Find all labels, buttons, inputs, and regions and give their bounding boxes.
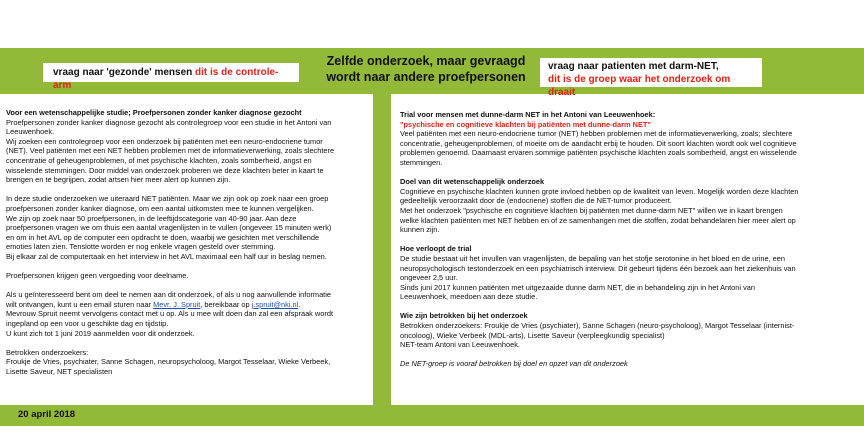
right-heading-procedure: Hoe verloopt de trial [400, 244, 472, 254]
right-title: Trial voor mensen met dunne-darm NET in het Antoni van Leeuwenhoek: [400, 110, 656, 119]
control-arm-label [43, 63, 299, 91]
right-heading-involved: Wie zijn betrokken bij het onderzoek [400, 311, 528, 321]
patient-group-line2: dit is de groep waar het onderzoek om draait [548, 74, 731, 98]
center-title-line1: Zelfde onderzoek, maar gevraagd [326, 54, 526, 68]
contact-text-a: Als u geïnteresseerd bent om deel te nemen aan dit onderzoek, of als u nog aanvullende informatie wilt ontvangen, kunt u een email sturen naar [6, 290, 331, 309]
control-arm-highlight: dit is de controle-arm [53, 67, 279, 91]
right-paragraph-3: De studie bestaat uit het invullen van vragenlijsten, de bepaling van het stofje serotonine in het bloed en de urine, een neuropsychologisch testonderzoek en een psychiatrisch interview. Dit gebeurt tijdens één bezoek aan het ziekenhuis van ongeveer 2,5 uur. Sinds juni 2017 kunnen patiënten met uitgezaaide dunne darm NET, die in behandeling zijn in het Antoni van Leeuwenhoek, meedoen aan deze studie. [400, 253, 796, 302]
right-note: De NET-groep is vooraf betrokken bij doel en opzet van dit onderzoek [400, 359, 628, 369]
control-arm-prefix: vraag naar 'gezonde' mensen [53, 67, 196, 78]
left-heading: Voor een wetenschappelijke studie; Proefpersonen zonder kanker diagnose gezocht [6, 108, 302, 117]
contact-text-c: . Mevrouw Spruit neemt vervolgens contact met u op. Als u mee wilt doen dan zal een afspraak wordt ingepland op een voor u geschikte dag en tijdstip. U kunt zich tot 1 juni 2019 aanmelden voor dit onderzoek. [6, 299, 333, 338]
left-column [6, 108, 368, 386]
right-column [400, 110, 845, 379]
patient-group-line1: vraag naar patienten met darm-NET, [548, 61, 719, 72]
right-paragraph-4: Betrokken onderzoekers: Froukje de Vries (psychiater), Sanne Schagen (neuro-psycholoog), Margot Tesselaar (internist- oncoloog), Wieke Verbeek (MDL-arts), Lisette Saveur (verpleegkundig specialist) NET-team Antoni van Leeuwenhoek. [400, 321, 795, 350]
left-paragraph-5: Betrokken onderzoekers: Froukje de Vries, psychiater, Sanne Schagen, neuropsycholoog, Margot Tesselaar, Wieke Verbeek, Lisette Saveur, NET specialisten [6, 347, 331, 377]
contact-name-link[interactable]: Mevr. J. Spruit [153, 299, 201, 309]
right-paragraph-1: Veel patiënten met een neuro-endocriene tumor (NET) hebben problemen met de informatieverwerking, zoals; slechtere concentratie, geheugenproblemen, of moeite om de aandacht erbij te houden. Dit soort klachten wordt ook wel cognitieve problemen genoemd. Daarnaast ervaren sommige patiënten psychische klachten zoals somberheid, angst en wisselende stemmingen. [400, 129, 797, 167]
center-divider [373, 94, 391, 412]
contact-text-b: , bereikbaar op [200, 299, 252, 309]
right-heading-goal: Doel van dit wetenschappelijk onderzoek [400, 177, 545, 187]
footer-band [0, 405, 864, 426]
left-paragraph-2: In deze studie onderzoeken we uiteraard NET patiënten. Maar we zijn ook op zoek naar een groep proefpersonen zonder kanker diagnose, om een aantal uitkomsten mee te kunnen vergelijken. We zijn op zoek naar 50 proefpersonen, in de leeftijdscategorie van 40-90 jaar. Aan deze proefpersonen vragen we om thuis een aantal vragenlijsten in te vullen (ongeveer 15 minuten werk) en om in het AVL op de computer een opdracht te doen, waarbij we gesichten met verschillende emoties laten zien. Tenslotte worden er nog enkele vragen gesteld over stemming. Bij elkaar zal de computertaak en het interview in het AVL maximaal een half uur in beslag nemen. [6, 194, 332, 261]
patient-group-label [540, 58, 762, 98]
right-paragraph-2: Cognitieve en psychische klachten kunnen grote invloed hebben op de kwaliteit van leven. Mogelijk worden deze klachten gedeeltelijk veroorzaakt door de (endocriene) stoffen die de NET-tumor produceert. Met het onderzoek "psychische en cognitieve klachten bij patiënten met dunne-darm NET" willen we in kaart brengen welke klachten patiënten met NET hebben en of ze samenhangen met die stoffen, zodat behandelaren hier meer alert op kunnen zijn. [400, 186, 799, 235]
left-paragraph-1: Proefpersonen zonder kanker diagnose gezocht als controlegroep voor een studie in het Antoni van Leeuwenhoek. Wij zoeken een controlegroep voor een onderzoek bij patiënten met een neuro-endocriene tumor (NET). Veel patiënten met een NET hebben problemen met de informatieverwerking, zoals slechtere concentratie of geheugenproblemen, of met psychische klachten, zoals somberheid, angst en wisselende stemmingen. Door middel van onderzoek proberen we deze klachten beter in kaart te brengen en te begrijpen, zodat artsen hier meer alert op kunnen zijn. [6, 117, 335, 185]
left-paragraph-3: Proefpersonen krijgen geen vergoeding voor deelname. [6, 271, 189, 281]
left-paragraph-4 [6, 290, 368, 338]
right-subtitle: "psychische en cognitieve klachten bij patiënten met dunne-darm NET" [400, 119, 651, 129]
document-date: 20 april 2018 [18, 409, 76, 420]
center-title-line2: wordt naar andere proefpersonen [326, 70, 526, 84]
center-title [296, 53, 556, 85]
contact-email-link[interactable]: j.spruit@nki.nl [251, 299, 299, 309]
